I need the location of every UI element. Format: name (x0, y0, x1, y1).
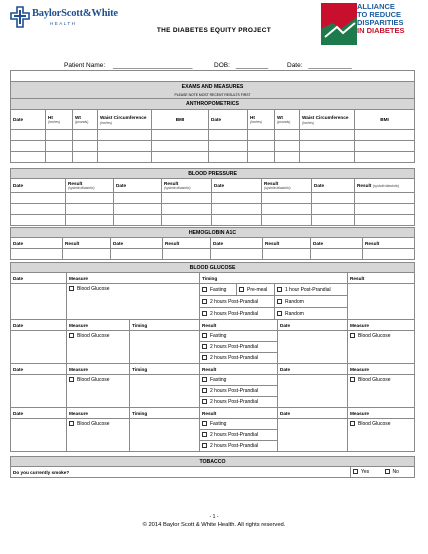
a1c-date-header-4: Date (311, 238, 363, 249)
smoke-question: Do you currently smoke? (11, 467, 351, 478)
glucose-date-header-5: Date (278, 364, 348, 375)
glucose-result-header-4: Result (200, 408, 278, 419)
random-checkbox-2[interactable]: Random (274, 308, 347, 319)
anthro-row[interactable] (11, 130, 415, 141)
post-2h-checkbox-5[interactable]: 2 hours Post-Prandial (200, 386, 278, 397)
glucose-result-header: Result (348, 273, 415, 284)
anthropometrics-table (10, 70, 415, 163)
anthro-bmi-header-2: BMI (355, 110, 415, 130)
alliance-line-1: ALLIANCE (357, 2, 395, 11)
patient-name-label: Patient Name: (64, 62, 106, 69)
glucose-result-header-3: Result (200, 364, 278, 375)
anthro-bmi-header: BMI (152, 110, 209, 130)
alliance-line-2: TO REDUCE (357, 10, 402, 19)
tobacco-table (10, 456, 415, 478)
anthro-ht-header: Ht (inches) (46, 110, 73, 130)
glucose-measure-header-7: Measure (348, 408, 415, 419)
post-2h-checkbox-3[interactable]: 2 hours Post-Prandial (200, 342, 278, 353)
glucose-date-header: Date (11, 273, 67, 284)
glucose-date-header-2: Date (11, 320, 67, 331)
anthro-wt-header-2: Wt (pounds) (275, 110, 300, 130)
glucose-measure-header-5: Measure (348, 364, 415, 375)
smoke-yes-checkbox[interactable]: Yes (351, 467, 383, 478)
bp-row[interactable] (11, 204, 415, 215)
blood-glucose-checkbox-7[interactable]: Blood Glucose (348, 419, 415, 452)
dob-line: _________ (235, 62, 269, 69)
date-field[interactable] (287, 62, 352, 69)
anthro-row[interactable] (11, 152, 415, 163)
a1c-title: HEMOGLOBIN A1C (11, 228, 415, 238)
blood-glucose-checkbox-3[interactable]: Blood Glucose (348, 331, 415, 364)
post-2h-checkbox-7[interactable]: 2 hours Post-Prandial (200, 430, 278, 441)
a1c-date-header-3: Date (211, 238, 263, 249)
anthro-ht-header-2: Ht (inches) (248, 110, 275, 130)
glucose-date-header-4: Date (11, 364, 67, 375)
anthro-date-header: Date (11, 110, 46, 130)
a1c-table (10, 227, 415, 260)
bp-result-header-4: Result (systolic/diastolic) (355, 179, 415, 193)
brand-name: BaylorScott&White (32, 8, 118, 19)
a1c-result-header-3: Result (263, 238, 311, 249)
alliance-text (357, 3, 405, 35)
post-2h-checkbox-4[interactable]: 2 hours Post-Prandial (200, 353, 278, 364)
blood-glucose-checkbox-6[interactable]: Blood Glucose (67, 419, 130, 452)
glucose-timing-header: Timing (200, 273, 348, 284)
bp-date-header-4: Date (312, 179, 355, 193)
anthro-waist-header: Waist Circumference (inches) (98, 110, 152, 130)
post-2h-checkbox-8[interactable]: 2 hours Post-Prandial (200, 441, 278, 452)
glucose-date-header-7: Date (278, 408, 348, 419)
blood-glucose-table (10, 262, 415, 452)
glucose-measure-header: Measure (67, 273, 200, 284)
bp-row[interactable] (11, 215, 415, 226)
a1c-date-header: Date (11, 238, 63, 249)
dob-field[interactable] (214, 62, 268, 69)
date-line: ____________ (308, 62, 352, 69)
checkbox[interactable] (69, 286, 74, 291)
anthro-wt-header: Wt (pounds) (73, 110, 98, 130)
glucose-timing-header-2: Timing (130, 320, 200, 331)
blood-glucose-checkbox[interactable]: Blood Glucose (67, 284, 200, 320)
bp-date-header-2: Date (114, 179, 162, 193)
page-number: - 1 - (209, 514, 219, 520)
glucose-result-header-2: Result (200, 320, 278, 331)
blood-glucose-checkbox-5[interactable]: Blood Glucose (348, 375, 415, 408)
baylor-scott-white-logo (10, 6, 130, 40)
copyright: © 2014 Baylor Scott & White Health. All rights reserved. (142, 522, 286, 528)
bp-date-header-3: Date (212, 179, 262, 193)
a1c-date-header-2: Date (111, 238, 163, 249)
top-spacer (11, 71, 415, 82)
bp-result-header-3: Result (systolic/diastolic) (262, 179, 312, 193)
alliance-emblem-icon (321, 3, 357, 45)
patient-name-field[interactable] (64, 62, 193, 69)
a1c-result-header-2: Result (163, 238, 211, 249)
tobacco-title: TOBACCO (11, 457, 415, 467)
pre-meal-checkbox[interactable]: Pre-meal (236, 284, 274, 295)
alliance-line-4: IN DIABETES (357, 26, 405, 35)
random-checkbox[interactable]: Random (274, 296, 347, 307)
glucose-date-header-3: Date (278, 320, 348, 331)
bp-result-header-2: Result (systolic/diastolic) (162, 179, 212, 193)
a1c-result-header: Result (63, 238, 111, 249)
alliance-line-3: DISPARITIES (357, 18, 404, 27)
a1c-row[interactable] (11, 249, 415, 260)
glucose-measure-header-2: Measure (67, 320, 130, 331)
glucose-measure-header-6: Measure (67, 408, 130, 419)
page-title: THE DIABETES EQUITY PROJECT (156, 27, 272, 34)
blood-glucose-checkbox-4[interactable]: Blood Glucose (67, 375, 130, 408)
post-1h-checkbox[interactable]: 1 hour Post-Prandial (274, 284, 347, 295)
anthro-date-header-2: Date (209, 110, 248, 130)
fasting-checkbox[interactable]: Fasting (200, 287, 236, 293)
patient-name-line: ______________________ (113, 62, 193, 69)
bp-row[interactable] (11, 193, 415, 204)
smoke-no-checkbox[interactable]: No (383, 467, 415, 478)
bp-date-header: Date (11, 179, 66, 193)
blood-glucose-checkbox-2[interactable]: Blood Glucose (67, 331, 130, 364)
glucose-timing-header-3: Timing (130, 364, 200, 375)
blood-pressure-table (10, 168, 415, 226)
exams-note: PLEASE NOTE MOST RECENT RESULTS FIRST (11, 92, 415, 99)
glucose-timing-header-4: Timing (130, 408, 200, 419)
post-2h-checkbox-2[interactable]: 2 hours Post-Prandial (200, 311, 274, 317)
glucose-title: BLOOD GLUCOSE (11, 263, 415, 273)
glucose-measure-header-3: Measure (348, 320, 415, 331)
anthropometrics-title: ANTHROPOMETRICS (11, 99, 415, 110)
glucose-date-header-6: Date (11, 408, 67, 419)
glucose-measure-header-4: Measure (67, 364, 130, 375)
anthro-waist-header-2: Waist Circumference (inches) (300, 110, 355, 130)
bp-title: BLOOD PRESSURE (11, 169, 415, 179)
bp-result-header: Result (systolic/diastolic) (66, 179, 114, 193)
alliance-logo (321, 3, 421, 45)
exams-title: EXAMS AND MEASURES (11, 82, 415, 92)
date-label: Date: (287, 62, 303, 69)
fasting-checkbox-4[interactable]: Fasting (200, 419, 278, 430)
dob-label: DOB: (214, 62, 230, 69)
brand-sub: HEALTH (50, 21, 77, 26)
a1c-result-header-4: Result (363, 238, 415, 249)
fasting-checkbox-3[interactable]: Fasting (200, 375, 278, 386)
bsw-cross-icon (10, 6, 30, 28)
post-2h-checkbox[interactable]: 2 hours Post-Prandial (200, 299, 274, 305)
fasting-checkbox-2[interactable]: Fasting (200, 331, 278, 342)
anthro-row[interactable] (11, 141, 415, 152)
post-2h-checkbox-6[interactable]: 2 hours Post-Prandial (200, 397, 278, 408)
